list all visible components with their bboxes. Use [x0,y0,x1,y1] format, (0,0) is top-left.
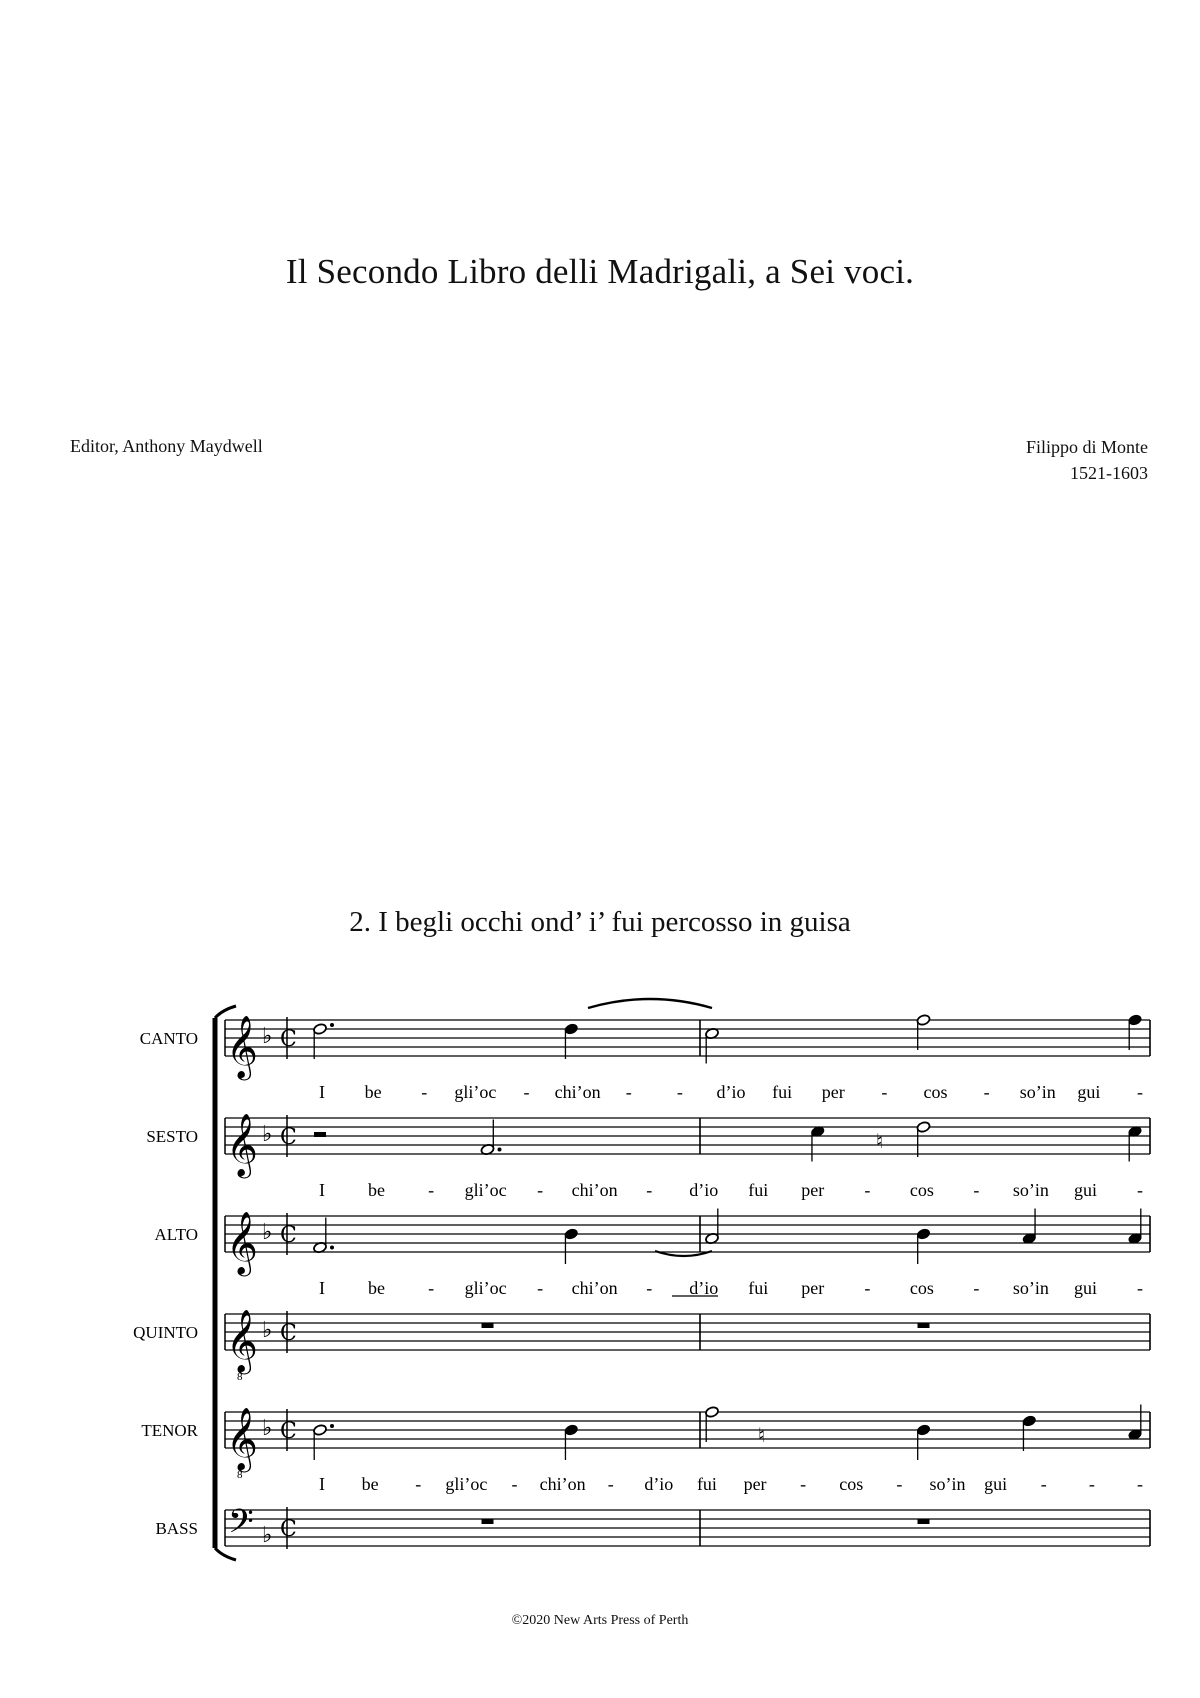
flat-key-signature-icon: ♭ [262,1220,273,1245]
lyric-syllable: cos [839,1474,864,1494]
cut-time-icon: C [280,1223,297,1248]
lyric-syllable: fui [748,1278,769,1298]
lyric-syllable: - [523,1082,530,1102]
rest [314,1132,326,1137]
svg-text:8: 8 [237,1469,243,1481]
lyric-syllable: - [881,1082,888,1102]
lyric-syllable: - [607,1474,614,1494]
piece-title: 2. I begli occhi ond’ i’ fui percosso in guisa [349,906,851,938]
voice-label: QUINTO [133,1323,198,1342]
treble-clef-icon: 𝄞 [226,1211,258,1274]
lyric-syllable: fui [696,1474,717,1494]
treble-clef-icon: 𝄞 [226,1015,258,1078]
book-title: Il Secondo Libro delli Madrigali, a Sei voci. [285,252,915,291]
lyric-syllable: - [896,1474,903,1494]
lyric-syllable: cos [909,1278,934,1298]
voice-label: BASS [155,1519,198,1538]
composer-dates: 1521-1603 [1070,463,1148,483]
lyric-syllable: be [368,1278,386,1298]
flat-key-signature-icon: ♭ [262,1523,273,1548]
lyric-syllable: gui [984,1474,1008,1494]
cut-time-icon: C [280,1027,297,1052]
system-bracket [215,1006,236,1560]
note [313,1023,334,1059]
lyric-syllable: so’in [1012,1278,1049,1298]
bass-clef-icon: 𝄢 [228,1503,254,1549]
note [480,1120,501,1156]
lyric-syllable: d’io [644,1474,674,1494]
voice-label: TENOR [141,1421,198,1440]
voice-label: CANTO [139,1029,198,1048]
rest [482,1519,494,1524]
note [916,1121,931,1157]
lyric-syllable: fui [748,1180,769,1200]
lyric-syllable: - [428,1180,435,1200]
lyric-syllable: chi’on [571,1180,618,1200]
lyric-syllable: - [1137,1474,1143,1494]
lyric-syllable: gli’oc [464,1180,507,1200]
note [705,1027,720,1063]
note [313,1218,334,1254]
lyric-syllable: be [361,1474,379,1494]
lyric-syllable: - [421,1082,428,1102]
copyright: ©2020 New Arts Press of Perth [511,1613,689,1628]
cut-time-icon: C [280,1321,297,1346]
composer-name: Filippo di Monte [1025,437,1148,457]
note [564,1023,579,1059]
lyric-syllable: cos [909,1180,934,1200]
note [916,1424,931,1460]
lyric-syllable: fui [772,1082,793,1102]
lyric-syllable: chi’on [554,1082,601,1102]
lyric-syllable: chi’on [571,1278,618,1298]
note [916,1228,931,1264]
lyric-syllable: gui [1073,1180,1097,1200]
lyric-syllable: d’io [689,1278,719,1298]
note [1128,1209,1143,1245]
lyric-syllable: - [646,1180,653,1200]
note [1128,1125,1143,1161]
lyric-syllable: - [537,1180,544,1200]
flat-key-signature-icon: ♭ [262,1122,273,1147]
note [1022,1415,1037,1451]
lyric-syllable: - [428,1278,435,1298]
lyric-syllable: - [646,1278,653,1298]
staff-sesto [146,1113,1200,1200]
rest [918,1323,930,1328]
note [564,1424,579,1460]
voice-label: SESTO [146,1127,198,1146]
flat-key-signature-icon: ♭ [262,1416,273,1441]
lyric-syllable: cos [923,1082,948,1102]
lyric-syllable: - [973,1180,980,1200]
lyric-syllable: per [743,1474,767,1494]
cut-time-icon: C [280,1517,297,1542]
natural-icon: ♮ [758,1423,766,1447]
lyric-syllable: - [537,1278,544,1298]
lyric-syllable: so’in [1012,1180,1049,1200]
lyric-syllable: per [821,1082,845,1102]
lyric-syllable: gli’oc [464,1278,507,1298]
note [1128,1405,1143,1441]
lyric-syllable: I [319,1180,325,1200]
lyric-syllable: per [801,1278,825,1298]
lyric-syllable: - [1088,1474,1095,1494]
rest [918,1519,930,1524]
lyric-syllable: be [368,1180,386,1200]
lyric-syllable: I [319,1082,325,1102]
flat-key-signature-icon: ♭ [262,1318,273,1343]
lyric-syllable: - [864,1278,871,1298]
lyric-syllable: I [319,1474,325,1494]
lyric-syllable: - [973,1278,980,1298]
lyric-syllable: - [1137,1082,1143,1102]
lyric-syllable: - [415,1474,422,1494]
lyric-syllable: gli’oc [445,1474,488,1494]
lyric-syllable: be [364,1082,382,1102]
cut-time-icon: C [280,1125,297,1150]
note [705,1406,720,1442]
note [705,1209,720,1245]
voice-label: ALTO [154,1225,198,1244]
lyric-syllable: - [1040,1474,1047,1494]
note [810,1125,825,1161]
staff-canto [140,999,1200,1102]
note [313,1424,334,1460]
lyric-syllable: d’io [689,1180,719,1200]
lyric-syllable: - [676,1082,683,1102]
lyric-syllable: d’io [716,1082,746,1102]
staff-tenor [141,1405,1200,1495]
staff-alto [155,1209,1200,1299]
lyric-syllable: chi’on [539,1474,586,1494]
lyric-syllable: so’in [1019,1082,1056,1102]
lyric-syllable: - [625,1082,632,1102]
lyric-syllable: I [319,1278,325,1298]
lyric-syllable: so’in [929,1474,966,1494]
flat-key-signature-icon: ♭ [262,1024,273,1049]
rest [482,1323,494,1328]
treble-clef-icon: 𝄞 [226,1407,258,1470]
lyric-syllable: - [864,1180,871,1200]
lyric-syllable: gui [1077,1082,1101,1102]
lyric-syllable: - [983,1082,990,1102]
lyric-syllable: - [1137,1180,1143,1200]
lyric-syllable: gui [1073,1278,1097,1298]
editor-credit: Editor, Anthony Maydwell [70,436,263,456]
svg-text:8: 8 [237,1371,243,1383]
note [1128,1014,1143,1050]
lyric-syllable: per [801,1180,825,1200]
slur [588,999,712,1008]
lyric-syllable: - [511,1474,518,1494]
lyric-syllable: - [800,1474,807,1494]
cut-time-icon: C [280,1419,297,1444]
natural-icon: ♮ [876,1129,884,1153]
lyric-syllable: - [1137,1278,1143,1298]
note [564,1228,579,1264]
staff-quinto [133,1309,1150,1383]
lyric-syllable: gli’oc [454,1082,497,1102]
treble-clef-icon: 𝄞 [226,1309,258,1372]
note [916,1014,931,1050]
staff-bass [155,1503,1150,1549]
treble-clef-icon: 𝄞 [226,1113,258,1176]
note [1022,1209,1037,1245]
